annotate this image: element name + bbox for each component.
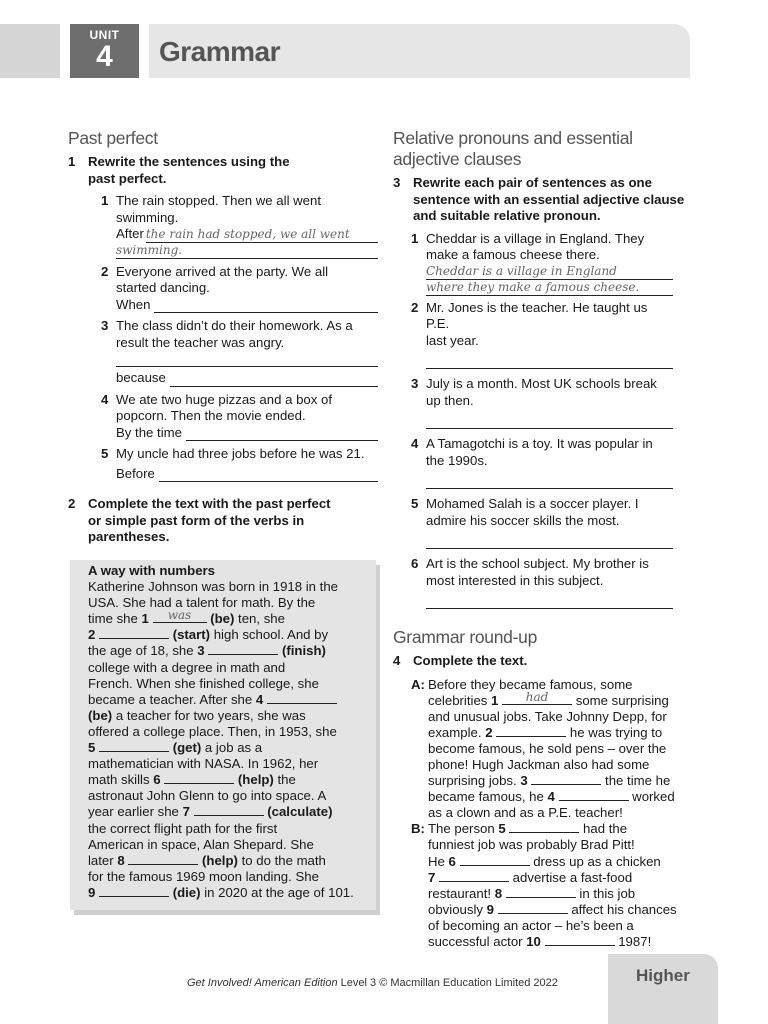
- gap-input[interactable]: [99, 885, 169, 897]
- gap-input[interactable]: [460, 854, 530, 866]
- exercise-3-item: 1 Cheddar is a village in England. They make a famous cheese there. Cheddar is a village in England where they make a famous cheese.: [411, 231, 703, 296]
- section-title-past-perfect: Past perfect: [68, 128, 158, 148]
- section-title-relative-pronouns: Relative pronouns and essential adjective clauses: [393, 128, 633, 169]
- gap-input[interactable]: [194, 804, 264, 816]
- gap-input[interactable]: [208, 643, 278, 655]
- gap-input[interactable]: [99, 740, 169, 752]
- right-column: [393, 128, 703, 950]
- exercise-3-item: 3 July is a month. Most UK schools break up then.: [411, 376, 703, 429]
- exercise-3-item: 2 Mr. Jones is the teacher. He taught us P.E. last year.: [411, 300, 703, 370]
- answer-input[interactable]: [426, 531, 673, 549]
- answer-input[interactable]: swimming.: [116, 243, 378, 259]
- gap-input[interactable]: [506, 886, 576, 898]
- exercise-1-item: 3 The class didn’t do their homework. As a result the teacher was angry. because: [101, 318, 378, 387]
- gap-input[interactable]: [545, 934, 615, 946]
- exercise-3-instruction: 3 Rewrite each pair of sentences as one sentence with an essential adjective clause and suitable relative pronoun.: [393, 175, 685, 223]
- answer-input[interactable]: [186, 428, 378, 441]
- unit-number: 4: [96, 40, 113, 73]
- exercise-1-instruction: 1 Rewrite the sentences using the past perfect.: [68, 154, 290, 186]
- answer-input[interactable]: Cheddar is a village in England: [426, 264, 673, 280]
- level-label: Higher: [636, 966, 690, 985]
- answer-input[interactable]: [426, 471, 673, 489]
- gap-input[interactable]: was: [153, 611, 207, 623]
- answer-input[interactable]: [426, 591, 673, 609]
- gap-input[interactable]: [531, 773, 601, 785]
- text-box-a-way-with-numbers: A way with numbers Katherine Johnson was born in 1918 in the USA. She had a talent for math. By the time she 1 was (be) ten, she 2 (start) high school. And by the age of 18, she 3 (finish) college with a degree in math and French. When she finished college, she became a teacher. After she 4 (be) a teacher for two years, she was offered a college place. Then, in 1953, she 5 (get) a job as a mathematician with NASA. In 1962, her math skills 6 (help) the astronaut John Glenn to go into space. A year earlier she 7 (calculate) the correct flight path for the first American in space, Alan Shepard. She later 8 (help) to do the math for the famous 1969 moon landing. She 9 (die) in 2020 at the age of 101.: [70, 560, 376, 910]
- gap-input[interactable]: [496, 725, 566, 737]
- level-tab: [608, 954, 718, 1024]
- answer-input[interactable]: [426, 351, 673, 369]
- answer-input[interactable]: [116, 353, 378, 367]
- exercise-1-item: 2 Everyone arrived at the party. We all started dancing. When: [101, 264, 378, 314]
- footer-copyright: Get Involved! American Edition Level 3 © Macmillan Education Limited 2022: [187, 977, 558, 989]
- exercise-1-item: 4 We ate two huge pizzas and a box of popcorn. Then the movie ended. By the time: [101, 392, 378, 442]
- section-title-grammar-round-up: Grammar round-up: [393, 627, 538, 647]
- unit-label: UNIT: [89, 28, 120, 42]
- exercise-1-item: 5 My uncle had three jobs before he was 21. Before: [101, 446, 378, 482]
- left-column: [68, 128, 378, 546]
- answer-input[interactable]: the rain had stopped, we all went: [146, 227, 378, 243]
- round-up-text: A: Before they became famous, some celebrities 1 had some surprising and unusual jobs. Take Johnny Depp, for example. 2 he was trying to become famous, he sold pens – over the phone! Hugh Jackman also had some surprising jobs. 3 the time he became famous, he 4 worked as a clown and as a P.E. teacher! B: The person 5 had the funniest job was probably Brad Pitt! He 6 dress up as a chicken 7 advertise a fast-food restaurant! 8 in this job obviously 9 affect his chances of becoming an actor – he’s been a successful actor 10 1987!: [411, 676, 677, 949]
- exercise-2-instruction: 2 Complete the text with the past perfect or simple past form of the verbs in parentheses.: [68, 496, 331, 544]
- answer-input[interactable]: [159, 469, 378, 482]
- gap-input[interactable]: [509, 821, 579, 833]
- exercise-3-item: 5 Mohamed Salah is a soccer player. I admire his soccer skills the most.: [411, 496, 703, 549]
- box-title: A way with numbers: [88, 563, 216, 578]
- gap-input[interactable]: [164, 772, 234, 784]
- gap-input[interactable]: [99, 627, 169, 639]
- gap-input[interactable]: had: [502, 693, 572, 705]
- answer-input[interactable]: [170, 374, 378, 387]
- page-title: Grammar: [159, 36, 281, 67]
- exercise-3-item: 6 Art is the school subject. My brother is most interested in this subject.: [411, 556, 703, 609]
- answer-input[interactable]: [154, 300, 378, 313]
- gap-input[interactable]: [439, 870, 509, 882]
- exercise-4-instruction: 4 Complete the text.: [393, 653, 528, 668]
- title-bar: [149, 24, 690, 78]
- exercise-1-item: 1 The rain stopped. Then we all went swimming. After the rain had stopped, we all went swimming.: [101, 193, 378, 259]
- gap-input[interactable]: [559, 789, 629, 801]
- unit-badge: [70, 24, 139, 78]
- answer-input[interactable]: where they make a famous cheese.: [426, 280, 673, 296]
- answer-input[interactable]: [426, 411, 673, 429]
- header-side-block: [0, 24, 60, 78]
- exercise-3-item: 4 A Tamagotchi is a toy. It was popular in the 1990s.: [411, 436, 703, 489]
- gap-input[interactable]: [267, 692, 337, 704]
- gap-input[interactable]: [128, 853, 198, 865]
- gap-input[interactable]: [498, 902, 568, 914]
